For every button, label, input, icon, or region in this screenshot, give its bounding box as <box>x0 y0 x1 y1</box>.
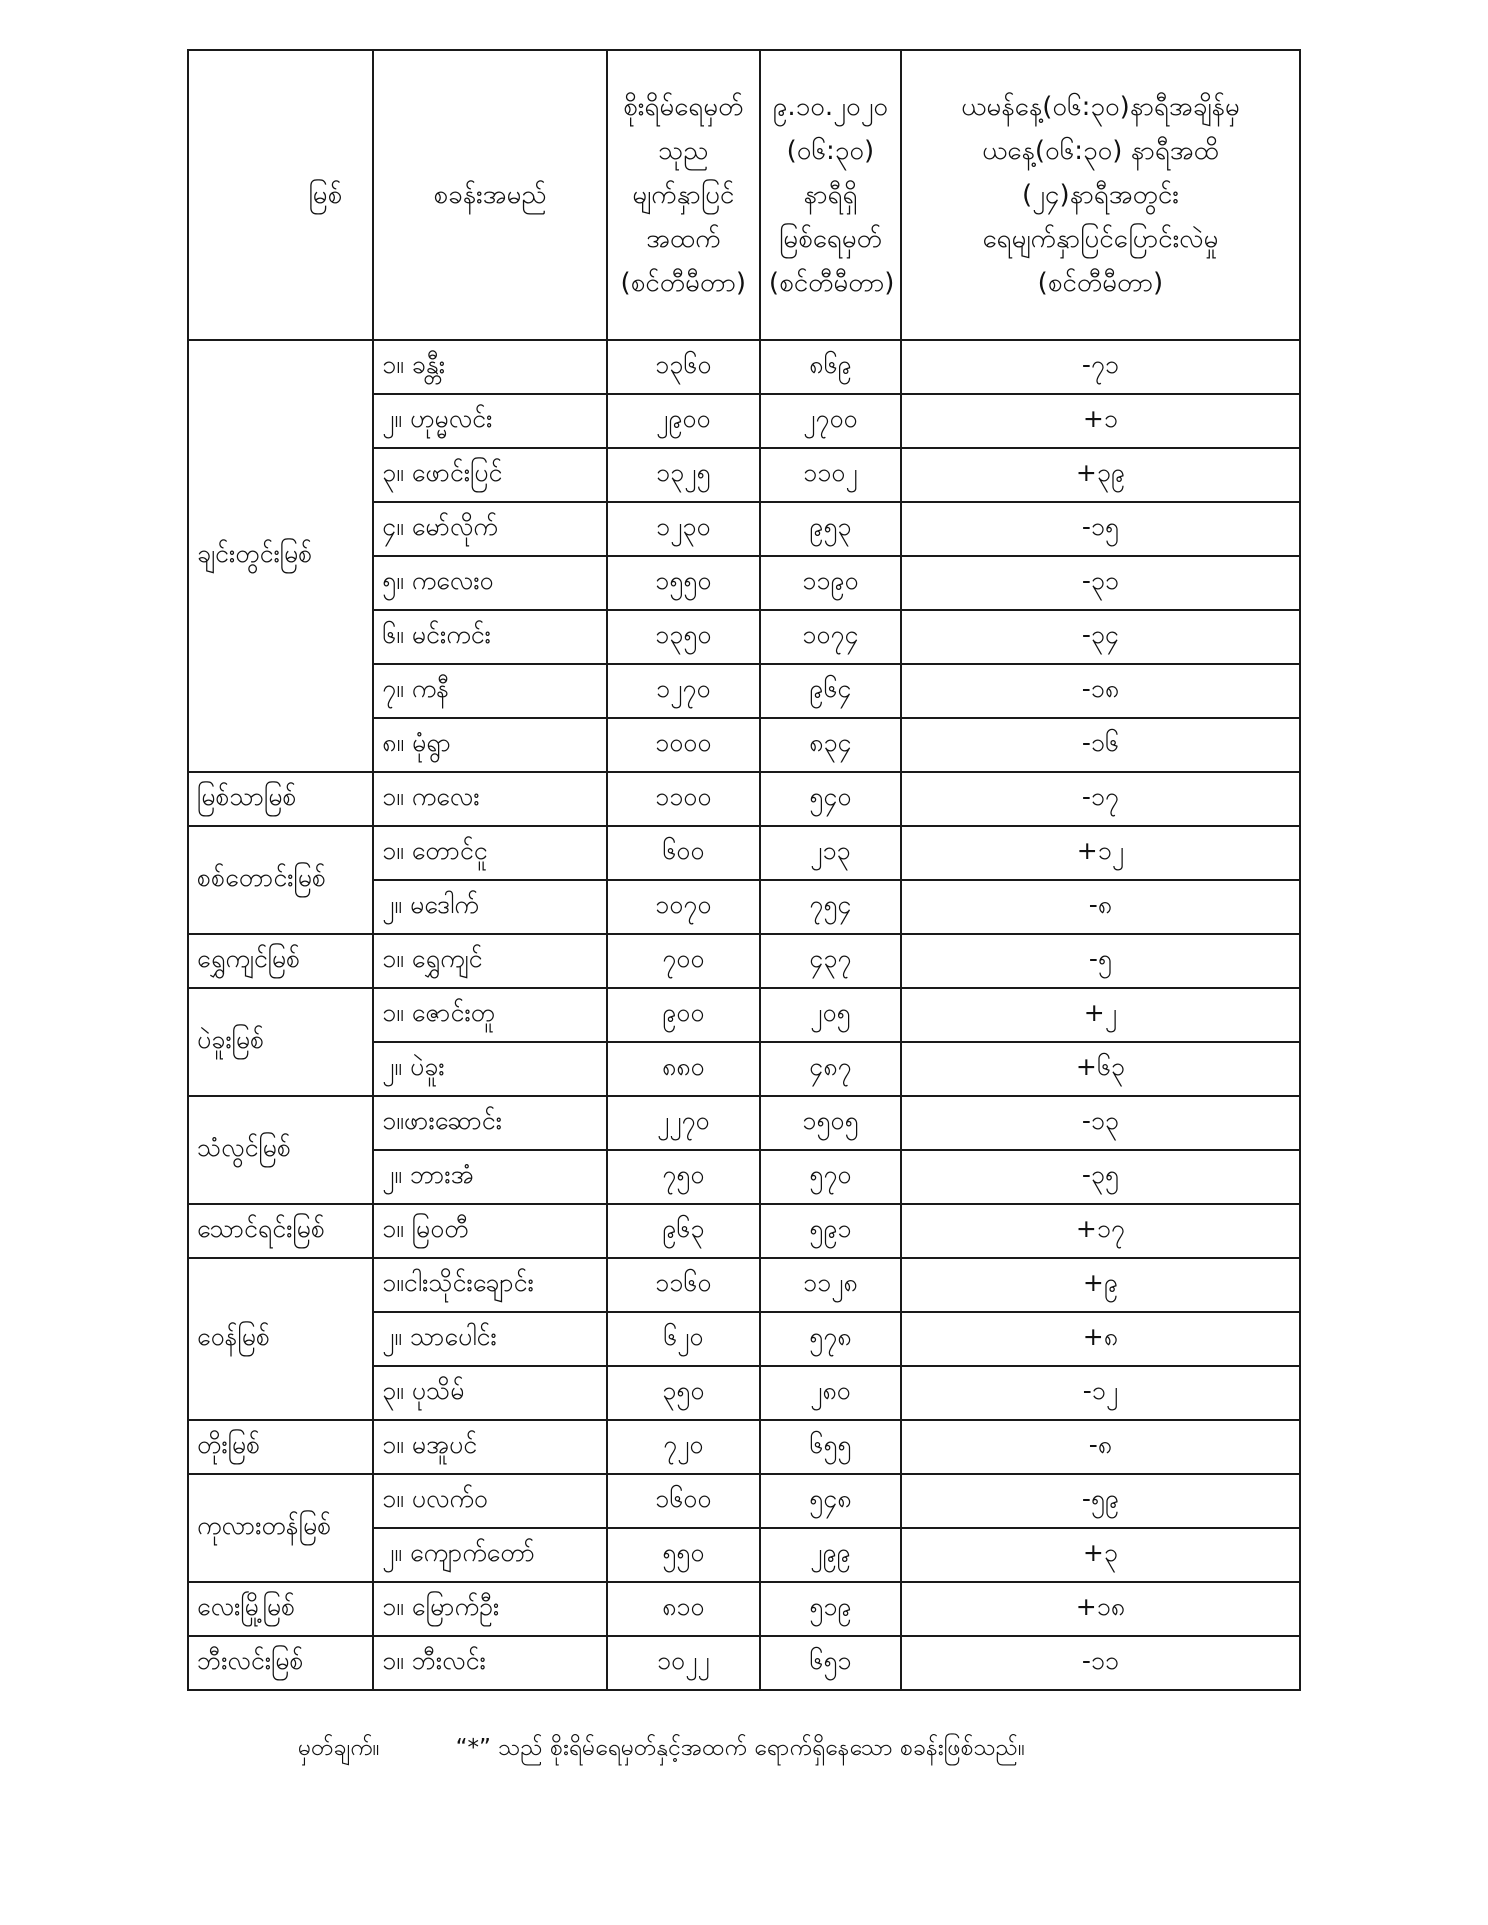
danger-level-cell: ၂၂၇၀ <box>607 1096 760 1150</box>
level-change-cell: -၅ <box>901 934 1300 988</box>
header-current-level <box>760 50 901 340</box>
danger-level-cell: ၁၃၅၀ <box>607 610 760 664</box>
danger-level-cell: ၁၁၀၀ <box>607 772 760 826</box>
level-change-cell: -၃၁ <box>901 556 1300 610</box>
level-change-cell: -၁၃ <box>901 1096 1300 1150</box>
header-danger-line: မျက်နှာပြင် <box>632 180 735 210</box>
table-row <box>188 1204 1300 1258</box>
header-danger-line: သုည <box>658 136 709 166</box>
station-name-cell: ၂။ သာပေါင်း <box>373 1312 607 1366</box>
level-change-cell: -၅၉ <box>901 1474 1300 1528</box>
level-change-cell: +၂ <box>901 988 1300 1042</box>
footnote-label: မှတ်ချက်။ <box>298 1735 380 1761</box>
current-level-cell: ၂၁၃ <box>760 826 901 880</box>
river-name-cell: ရွှေကျင်မြစ် <box>188 934 373 988</box>
header-change-line: (စင်တီမီတာ) <box>1037 268 1164 298</box>
level-change-cell: -၁၆ <box>901 718 1300 772</box>
current-level-cell: ၂၉၉ <box>760 1528 901 1582</box>
river-name-cell: စစ်တောင်းမြစ် <box>188 826 373 934</box>
current-level-cell: ၄၈၇ <box>760 1042 901 1096</box>
danger-level-cell: ၃၅၀ <box>607 1366 760 1420</box>
level-change-cell: +၁ <box>901 394 1300 448</box>
header-current-line: နာရီရှိ <box>803 180 858 210</box>
danger-level-cell: ၁၁၆၀ <box>607 1258 760 1312</box>
level-change-cell: +၁၂ <box>901 826 1300 880</box>
header-change-line: ရေမျက်နှာပြင်ပြောင်းလဲမှု <box>982 224 1219 254</box>
danger-level-cell: ၁၂၃၀ <box>607 502 760 556</box>
danger-level-cell: ၁၂၇၀ <box>607 664 760 718</box>
danger-level-cell: ၁၀၂၂ <box>607 1636 760 1690</box>
header-change-line: (၂၄)နာရီအတွင်း <box>1021 180 1179 210</box>
footnote <box>298 1733 1025 1767</box>
header-change <box>901 50 1300 340</box>
level-change-cell: +၃ <box>901 1528 1300 1582</box>
danger-level-cell: ၇၅၀ <box>607 1150 760 1204</box>
level-change-cell: -၁၅ <box>901 502 1300 556</box>
danger-level-cell: ၁၀၇၀ <box>607 880 760 934</box>
table-row <box>188 340 1300 394</box>
current-level-cell: ၅၁၉ <box>760 1582 901 1636</box>
level-change-cell: +၆၃ <box>901 1042 1300 1096</box>
footnote-text: “*” သည် စိုးရိမ်ရေမှတ်နှင့်အထက် ရောက်ရှိနေသော စခန်းဖြစ်သည်။ <box>455 1735 1026 1761</box>
station-name-cell: ၁။ ဘီးလင်း <box>373 1636 607 1690</box>
current-level-cell: ၉၆၄ <box>760 664 901 718</box>
header-danger-line: စိုးရိမ်ရေမှတ် <box>623 92 744 122</box>
station-name-cell: ၂။ မဒေါက် <box>373 880 607 934</box>
current-level-cell: ၁၀၇၄ <box>760 610 901 664</box>
header-danger-line: အထက် <box>646 224 721 254</box>
current-level-cell: ၅၄၈ <box>760 1474 901 1528</box>
danger-level-cell: ၇၀၀ <box>607 934 760 988</box>
table-row <box>188 988 1300 1042</box>
station-name-cell: ၁။ မြောက်ဦး <box>373 1582 607 1636</box>
river-name-cell: သောင်ရင်းမြစ် <box>188 1204 373 1258</box>
level-change-cell: -၃၅ <box>901 1150 1300 1204</box>
river-name-cell: ကုလားတန်မြစ် <box>188 1474 373 1582</box>
station-name-cell: ၁။ မြဝတီ <box>373 1204 607 1258</box>
current-level-cell: ၂၀၅ <box>760 988 901 1042</box>
header-danger-level <box>607 50 760 340</box>
current-level-cell: ၈၆၉ <box>760 340 901 394</box>
header-current-line: (စင်တီမီတာ) <box>768 268 895 298</box>
current-level-cell: ၂၇၀၀ <box>760 394 901 448</box>
header-danger-line: (စင်တီမီတာ) <box>620 268 747 298</box>
header-current-line: ၉.၁၀.၂၀၂၀ <box>772 92 888 122</box>
table-body <box>188 340 1300 1690</box>
level-change-cell: +၁၇ <box>901 1204 1300 1258</box>
river-name-cell: တိုးမြစ် <box>188 1420 373 1474</box>
station-name-cell: ၁။ငါးသိုင်းချောင်း <box>373 1258 607 1312</box>
table-row <box>188 1258 1300 1312</box>
river-name-cell: ပဲခူးမြစ် <box>188 988 373 1096</box>
river-level-table <box>187 49 1301 1691</box>
station-name-cell: ၇။ ကနီ <box>373 664 607 718</box>
station-name-cell: ၂။ ဘားအံ <box>373 1150 607 1204</box>
level-change-cell: -၁၇ <box>901 772 1300 826</box>
station-name-cell: ၁။ တောင်ငူ <box>373 826 607 880</box>
danger-level-cell: ၈၈၀ <box>607 1042 760 1096</box>
station-name-cell: ၄။ မော်လိုက် <box>373 502 607 556</box>
station-name-cell: ၂။ ပဲခူး <box>373 1042 607 1096</box>
table-row <box>188 1420 1300 1474</box>
danger-level-cell: ၁၃၂၅ <box>607 448 760 502</box>
table-row <box>188 772 1300 826</box>
danger-level-cell: ၁၀၀၀ <box>607 718 760 772</box>
current-level-cell: ၆၅၅ <box>760 1420 901 1474</box>
level-change-cell: +၃၉ <box>901 448 1300 502</box>
header-row <box>188 50 1300 340</box>
header-current-line: (၀၆:၃၀) <box>786 136 875 166</box>
danger-level-cell: ၈၁၀ <box>607 1582 760 1636</box>
table-row <box>188 1096 1300 1150</box>
river-name-cell: ဝေန်မြစ် <box>188 1258 373 1420</box>
station-name-cell: ၅။ ကလေးဝ <box>373 556 607 610</box>
current-level-cell: ၄၃၇ <box>760 934 901 988</box>
station-name-cell: ၂။ ဟုမ္မလင်း <box>373 394 607 448</box>
current-level-cell: ၅၇၈ <box>760 1312 901 1366</box>
current-level-cell: ၆၅၁ <box>760 1636 901 1690</box>
station-name-cell: ၁။ ခန္တီး <box>373 340 607 394</box>
current-level-cell: ၉၅၃ <box>760 502 901 556</box>
danger-level-cell: ၁၅၅၀ <box>607 556 760 610</box>
danger-level-cell: ၇၂၀ <box>607 1420 760 1474</box>
river-name-cell: လေးမြို့မြစ် <box>188 1582 373 1636</box>
current-level-cell: ၈၃၄ <box>760 718 901 772</box>
level-change-cell: +၉ <box>901 1258 1300 1312</box>
current-level-cell: ၁၁၂၈ <box>760 1258 901 1312</box>
table-row <box>188 1582 1300 1636</box>
current-level-cell: ၅၄၀ <box>760 772 901 826</box>
current-level-cell: ၁၁၉၀ <box>760 556 901 610</box>
level-change-cell: -၃၄ <box>901 610 1300 664</box>
level-change-cell: +၁၈ <box>901 1582 1300 1636</box>
river-name-cell: မြစ်သာမြစ် <box>188 772 373 826</box>
level-change-cell: -၁၂ <box>901 1366 1300 1420</box>
header-station-label: စခန်းအမည် <box>433 180 547 210</box>
danger-level-cell: ၁၃၆၀ <box>607 340 760 394</box>
station-name-cell: ၁။ဖားဆောင်း <box>373 1096 607 1150</box>
header-station <box>373 50 607 340</box>
danger-level-cell: ၆၀၀ <box>607 826 760 880</box>
header-change-line: ယနေ့(၀၆:၃၀) နာရီအထိ <box>982 136 1219 166</box>
station-name-cell: ၁။ မအူပင် <box>373 1420 607 1474</box>
level-change-cell: -၁၈ <box>901 664 1300 718</box>
station-name-cell: ၁။ ဇောင်းတူ <box>373 988 607 1042</box>
danger-level-cell: ၉၀၀ <box>607 988 760 1042</box>
station-name-cell: ၆။ မင်းကင်း <box>373 610 607 664</box>
station-name-cell: ၈။ မုံရွာ <box>373 718 607 772</box>
station-name-cell: ၁။ ကလေး <box>373 772 607 826</box>
level-change-cell: -၇၁ <box>901 340 1300 394</box>
station-name-cell: ၁။ ပလက်ဝ <box>373 1474 607 1528</box>
danger-level-cell: ၁၆၀၀ <box>607 1474 760 1528</box>
station-name-cell: ၂။ ကျောက်တော် <box>373 1528 607 1582</box>
table-row <box>188 934 1300 988</box>
header-river-label: မြစ် <box>308 180 343 210</box>
river-name-cell: ချင်းတွင်းမြစ် <box>188 340 373 772</box>
table-row <box>188 1474 1300 1528</box>
river-name-cell: ဘီးလင်းမြစ် <box>188 1636 373 1690</box>
danger-level-cell: ၂၉၀၀ <box>607 394 760 448</box>
level-change-cell: +၈ <box>901 1312 1300 1366</box>
header-river <box>188 50 373 340</box>
header-current-line: မြစ်ရေမှတ် <box>778 224 882 254</box>
danger-level-cell: ၅၅၀ <box>607 1528 760 1582</box>
current-level-cell: ၅၉၁ <box>760 1204 901 1258</box>
station-name-cell: ၃။ ပုသိမ် <box>373 1366 607 1420</box>
danger-level-cell: ၆၂၀ <box>607 1312 760 1366</box>
header-change-line: ယမန်နေ့(၀၆:၃၀)နာရီအချိန်မှ <box>961 92 1240 122</box>
river-name-cell: သံလွင်မြစ် <box>188 1096 373 1204</box>
danger-level-cell: ၉၆၃ <box>607 1204 760 1258</box>
station-name-cell: ၁။ ရွှေကျင် <box>373 934 607 988</box>
current-level-cell: ၁၅၀၅ <box>760 1096 901 1150</box>
level-change-cell: -၁၁ <box>901 1636 1300 1690</box>
level-change-cell: -၈ <box>901 880 1300 934</box>
table-row <box>188 826 1300 880</box>
table-header <box>188 50 1300 340</box>
level-change-cell: -၈ <box>901 1420 1300 1474</box>
table-row <box>188 1636 1300 1690</box>
station-name-cell: ၃။ ဖောင်းပြင် <box>373 448 607 502</box>
current-level-cell: ၅၇၀ <box>760 1150 901 1204</box>
current-level-cell: ၁၁၀၂ <box>760 448 901 502</box>
current-level-cell: ၂၈၀ <box>760 1366 901 1420</box>
current-level-cell: ၇၅၄ <box>760 880 901 934</box>
